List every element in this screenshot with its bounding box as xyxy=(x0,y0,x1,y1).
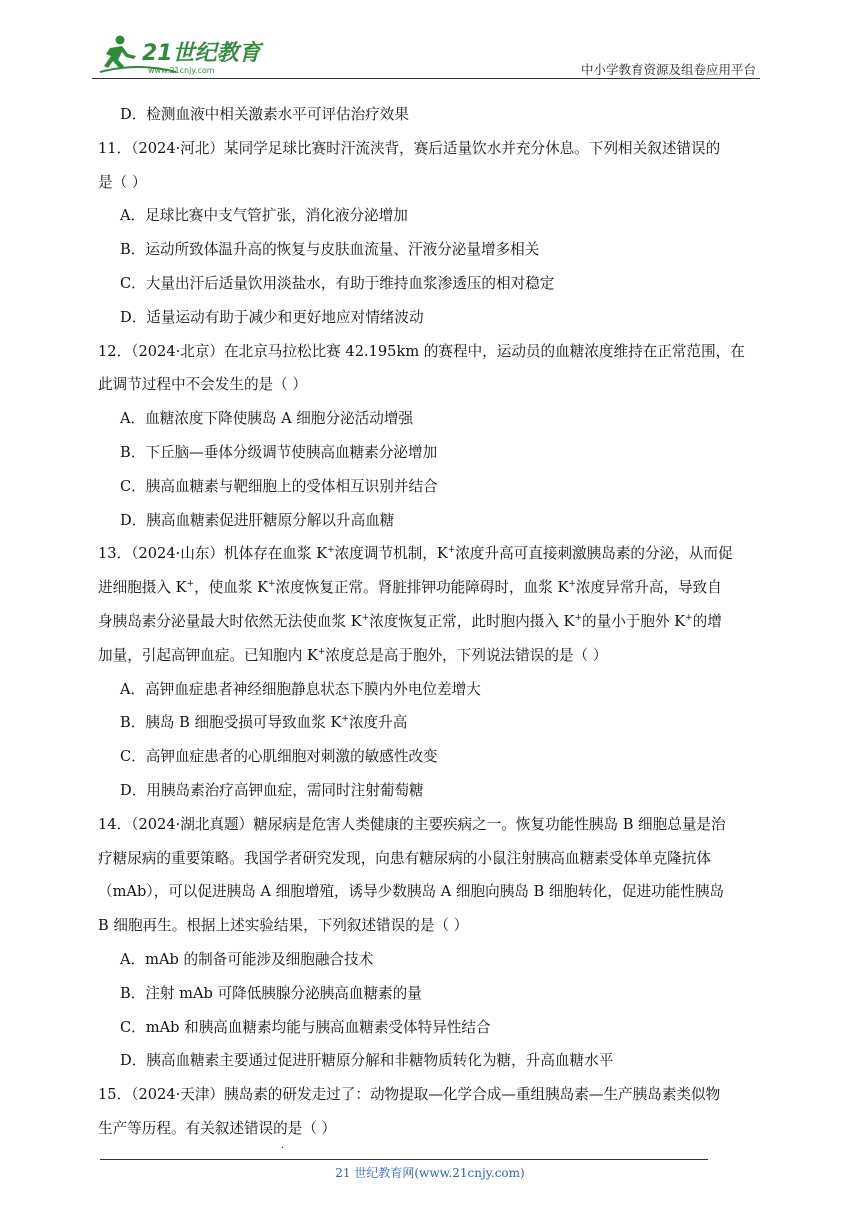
option-line: A．足球比赛中支气管扩张，消化液分泌增加 xyxy=(120,207,408,225)
option-a: A．高钾血症患者神经细胞静息状态下膜内外电位差增大 xyxy=(120,680,481,698)
question-line: 疗糖尿病的重要策略。我国学者研究发现，向患有糖尿病的小鼠注射胰高血糖素受体单克隆抗体 xyxy=(98,849,711,867)
emphasis-dot: · xyxy=(281,1143,285,1154)
question-13 xyxy=(98,537,766,807)
option-line: D．胰高血糖素促进肝糖原分解以升高血糖 xyxy=(120,511,395,529)
question-line: 14．（2024·湖北真题）糖尿病是危害人类健康的主要疾病之一。恢复功能性胰岛 B 细胞总量是治 xyxy=(98,815,726,833)
question-line: B 细胞再生。根据上述实验结果，下列叙述错误的是（ ） xyxy=(98,917,469,935)
header-divider xyxy=(92,78,760,79)
option-line: C．大量出汗后适量饮用淡盐水，有助于维持血浆渗透压的相对稳定 xyxy=(120,274,555,292)
option-line: C．mAb 和胰高血糖素均能与胰高血糖素受体特异性结合 xyxy=(120,1018,491,1036)
question-line: 12．（2024·北京）在北京马拉松比赛 42.195km 的赛程中，运动员的血糖浓度维持在正常范围，在 xyxy=(98,342,745,360)
footer-link[interactable]: 21 世纪教育网(www.21cnjy.com) xyxy=(335,1166,525,1180)
question-line: 进细胞摄入 K+，使血浆 K+浓度恢复正常。肾脏排钾功能障碍时，血浆 K+浓度异常升高，导致自 xyxy=(98,579,722,597)
question-line: 生产等历程。有关叙述错误的是（ ） xyxy=(98,1119,337,1137)
option-line: D．检测血液中相关激素水平可评估治疗效果 xyxy=(120,106,409,123)
question-line: 是（ ） xyxy=(98,173,147,191)
question-line: 此调节过程中不会发生的是（ ） xyxy=(98,376,307,394)
header-platform-text: 中小学教育资源及组卷应用平台 xyxy=(580,62,756,77)
question-line: 15．（2024·天津）胰岛素的研发走过了：动物提取—化学合成—重组胰岛素—生产胰岛素类似物 xyxy=(98,1086,721,1104)
logo-url: www.21cnjy.com xyxy=(148,66,215,75)
question-line: 13．（2024·山东）机体存在血浆 K+浓度调节机制，K+浓度升高可直接刺激胰岛素的分泌，从而促 xyxy=(98,545,733,563)
question-line: 11．（2024·河北）某同学足球比赛时汗流浃背，赛后适量饮水并充分休息。下列相关叙述错误的 xyxy=(98,139,721,157)
question-content xyxy=(98,98,766,1146)
runner-logo-icon xyxy=(98,32,268,76)
site-logo[interactable] xyxy=(98,32,268,76)
option-line: B．下丘脑—垂体分级调节使胰高血糖素分泌增加 xyxy=(120,443,438,461)
option-b: B．胰岛 B 细胞受损可导致血浆 K+浓度升高 xyxy=(120,714,408,732)
question-line: 加量，引起高钾血症。已知胞内 K+浓度总是高于胞外，下列说法错误的是（ ） xyxy=(98,646,608,664)
question-line: （mAb），可以促进胰岛 A 细胞增殖，诱导少数胰岛 A 细胞向胰岛 B 细胞转化，促进功能性胰岛 xyxy=(98,883,725,901)
page-header xyxy=(98,28,760,82)
option-line: A．血糖浓度下降使胰岛 A 细胞分泌活动增强 xyxy=(120,410,414,428)
question-line: 身胰岛素分泌量最大时依然无法使血浆 K+浓度恢复正常，此时胞内摄入 K+的量小于胞外 K+的增 xyxy=(98,612,722,630)
footer-divider xyxy=(100,1159,708,1160)
logo-text: 21世纪教育 xyxy=(142,41,261,66)
option-line: D．适量运动有助于减少和更好地应对情绪波动 xyxy=(120,308,424,326)
option-line: C．胰高血糖素与靶细胞上的受体相互识别并结合 xyxy=(120,477,438,495)
option-line: D．胰高血糖素主要通过促进肝糖原分解和非糖物质转化为糖，升高血糖水平 xyxy=(120,1052,614,1070)
option-line: B．注射 mAb 可降低胰腺分泌胰高血糖素的量 xyxy=(120,984,422,1002)
option-line: B．运动所致体温升高的恢复与皮肤血流量、汗液分泌量增多相关 xyxy=(120,241,540,259)
option-c: C．高钾血症患者的心肌细胞对刺激的敏感性改变 xyxy=(120,748,438,766)
option-d: D．用胰岛素治疗高钾血症，需同时注射葡萄糖 xyxy=(120,781,424,799)
option-line: A．mAb 的制备可能涉及细胞融合技术 xyxy=(120,950,374,968)
